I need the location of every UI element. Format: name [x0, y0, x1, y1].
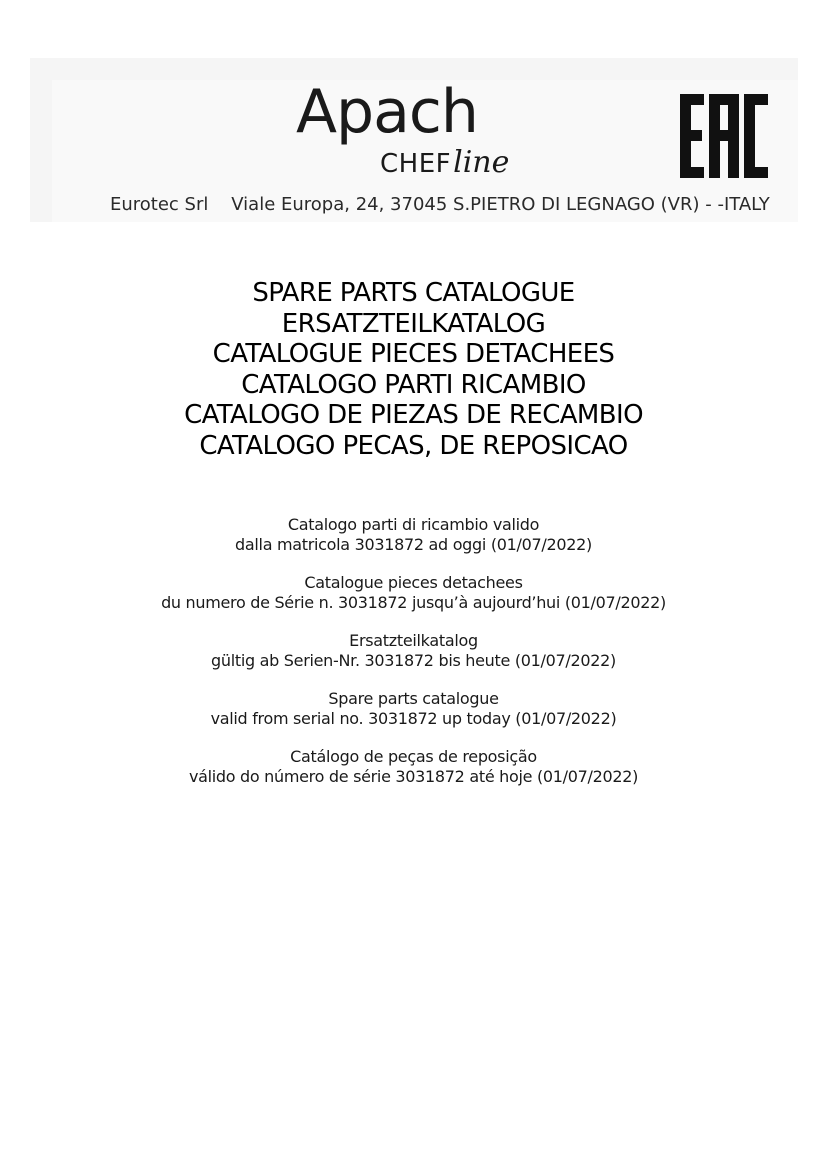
validity-detail: du numero de Série n. 3031872 jusqu’à aujourd’hui (01/07/2022)	[161, 592, 666, 612]
title-portuguese: CATALOGO PECAS, DE REPOSICAO	[199, 430, 628, 461]
catalogue-titles	[0, 278, 827, 461]
title-french: CATALOGUE PIECES DETACHEES	[212, 339, 615, 369]
validity-french	[0, 573, 827, 612]
validity-heading: Spare parts catalogue	[328, 689, 499, 708]
eac-certification-icon	[678, 92, 770, 182]
validity-heading: Ersatzteilkatalog	[349, 631, 478, 650]
validity-detail: gültig ab Serien-Nr. 3031872 bis heute (01/07/2022)	[211, 650, 616, 670]
title-italian: CATALOGO PARTI RICAMBIO	[241, 369, 586, 400]
validity-detail: válido do número de série 3031872 até hoje (01/07/2022)	[188, 766, 639, 786]
brand-sub-logo	[380, 145, 510, 180]
title-german: ERSATZTEILKATALOG	[281, 308, 546, 339]
validity-heading: Catalogo parti di ricambio valido	[287, 515, 540, 534]
brand-sub-line: line	[453, 145, 510, 180]
validity-detail: valid from serial no. 3031872 up today (01/07/2022)	[210, 708, 617, 728]
brand-sub-chef: CHEF	[380, 149, 452, 179]
validity-detail: dalla matricola 3031872 ad oggi (01/07/2022)	[235, 534, 592, 554]
validity-statements	[0, 515, 827, 805]
validity-german	[0, 631, 827, 670]
validity-italian	[0, 515, 827, 554]
validity-portuguese	[0, 747, 827, 786]
brand-logo: Apach	[296, 77, 478, 147]
validity-heading: Catalogue pieces detachees	[304, 573, 523, 592]
company-address: Eurotec Srl Viale Europa, 24, 37045 S.PIETRO DI LEGNAGO (VR) - -ITALY	[110, 194, 770, 215]
validity-english	[0, 689, 827, 728]
validity-heading: Catálogo de peças de reposição	[290, 747, 537, 766]
title-english: SPARE PARTS CATALOGUE	[252, 278, 575, 308]
title-spanish: CATALOGO DE PIEZAS DE RECAMBIO	[184, 400, 643, 430]
